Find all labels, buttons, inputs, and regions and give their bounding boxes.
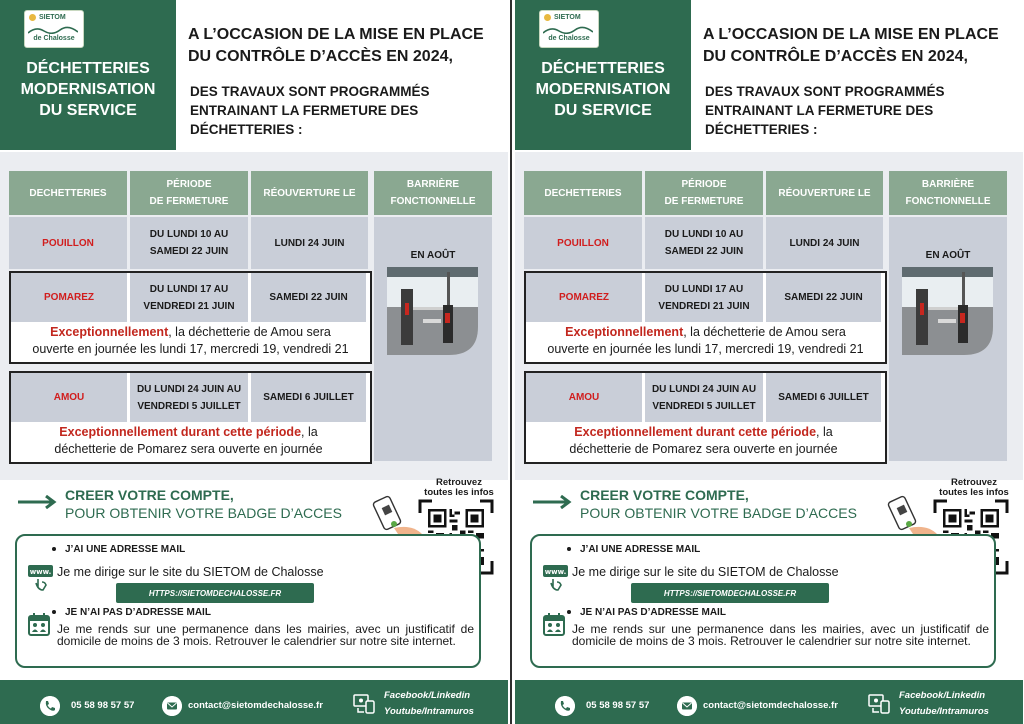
logo-text-bottom: de Chalosse [548,35,590,42]
site-amou: AMOU [11,373,127,422]
qr-caption: Retrouvez toutes les infos [424,477,494,498]
option2-text: Je me rends sur une permanence dans les mairies, avec un justificatif de domicile de moins de 3 mois. Retrouver le calendrier sur notre site internet. [57,622,474,648]
col-header-site: DECHETTERIES [524,171,642,215]
www-click-icon [28,564,53,591]
www-label: www. [29,568,52,576]
option2-title: JE N’AI PAS D’ADRESSE MAIL [65,607,211,618]
period-pomarez: DU LUNDI 17 AU VENDREDI 21 JUIN [645,273,763,322]
qr-caption: Retrouvez toutes les infos [939,477,1009,498]
bullet-icon [567,610,571,614]
reopen-pomarez: SAMEDI 22 JUIN [766,273,881,322]
period-amou: DU LUNDI 24 JUIN AU VENDREDI 5 JUILLET [645,373,763,422]
option-with-email [567,544,700,555]
email-icon [162,696,182,716]
calendar-meeting-icon [543,612,565,636]
option1-title: J’AI UNE ADRESSE MAIL [65,544,186,555]
phone-icon [555,696,575,716]
account-title: CREER VOTRE COMPTE, [65,487,234,503]
amou-note [11,424,366,458]
col-header-period: PÉRIODE DE FERMETURE [645,171,763,215]
website-button[interactable]: HTTPS://SIETOMDECHALOSSE.FR [116,583,314,603]
main-heading: A L’OCCASION DE LA MISE EN PLACE DU CONTRÔLE D’ACCÈS EN 2024, [188,26,484,65]
calendar-meeting-icon [28,612,50,636]
bullet-icon [567,547,571,551]
period-amou: DU LUNDI 24 JUIN AU VENDREDI 5 JUILLET [130,373,248,422]
footer-social[interactable]: Facebook/Linkedin Youtube/Intramuros [899,690,989,717]
pomarez-note [9,324,372,358]
pomarez-note-bold: Exceptionnellement [565,325,684,339]
col-header-site: DECHETTERIES [9,171,127,215]
option-without-email [567,607,726,618]
flyer-left [0,0,508,724]
header-title: DÉCHETTERIES MODERNISATION DU SERVICE [535,60,671,119]
reopen-pouillon: LUNDI 24 JUIN [766,217,883,269]
arrow-right-icon [533,495,573,509]
sub-heading: DES TRAVAUX SONT PROGRAMMÉS ENTRAINANT LA FERMETURE DES DÉCHETTERIES : [705,84,945,137]
header-title-box [0,0,176,150]
option1-text: Je me dirige sur le site du SIETOM de Chalosse [57,565,324,579]
period-pouillon: DU LUNDI 10 AU SAMEDI 22 JUIN [645,217,763,269]
amou-note [526,424,881,458]
logo-text-bottom: de Chalosse [33,35,75,42]
hills-icon [28,26,78,34]
amou-note-text: , la déchetterie de Pomarez sera ouverte en journée [569,425,838,456]
pomarez-note-text: , la déchetterie de Amou sera ouverte en journée les lundi 17, mercredi 19, vendredi 21 [547,325,864,356]
period-pouillon: DU LUNDI 10 AU SAMEDI 22 JUIN [130,217,248,269]
footer-phone[interactable]: 05 58 98 57 57 [71,700,135,711]
pomarez-note-text: , la déchetterie de Amou sera ouverte en journée les lundi 17, mercredi 19, vendredi 21 [32,325,349,356]
col-header-barrier: BARRIÈRE FONCTIONNELLE [889,171,1007,215]
sun-icon [544,14,551,21]
option1-text: Je me dirige sur le site du SIETOM de Chalosse [572,565,839,579]
sub-heading: DES TRAVAUX SONT PROGRAMMÉS ENTRAINANT LA FERMETURE DES DÉCHETTERIES : [190,84,430,137]
col-header-period: PÉRIODE DE FERMETURE [130,171,248,215]
www-click-icon [543,564,568,591]
arrow-right-icon [18,495,58,509]
site-pouillon: POUILLON [524,217,642,269]
bullet-icon [52,547,56,551]
site-pomarez: POMAREZ [526,273,642,322]
option2-title: JE N’AI PAS D’ADRESSE MAIL [580,607,726,618]
hills-icon [543,26,593,34]
footer-phone[interactable]: 05 58 98 57 57 [586,700,650,711]
footer-social[interactable]: Facebook/Linkedin Youtube/Intramuros [384,690,474,717]
sietom-logo [24,10,84,48]
footer-email[interactable]: contact@sietomdechalosse.fr [188,700,323,711]
account-title: CREER VOTRE COMPTE, [580,487,749,503]
amou-note-bold: Exceptionnellement durant cette période [59,425,302,439]
pomarez-note-bold: Exceptionnellement [50,325,169,339]
footer-email[interactable]: contact@sietomdechalosse.fr [703,700,838,711]
logo-text-top: SIETOM [554,14,581,21]
option-with-email [52,544,185,555]
reopen-amou: SAMEDI 6 JUILLET [766,373,881,422]
barrier-value: EN AOÛT [925,250,971,261]
period-pomarez: DU LUNDI 17 AU VENDREDI 21 JUIN [130,273,248,322]
reopen-pomarez: SAMEDI 22 JUIN [251,273,366,322]
phone-icon [40,696,60,716]
col-header-reopen: RÉOUVERTURE LE [766,171,883,215]
barrier-photo [902,267,993,355]
site-pomarez: POMAREZ [11,273,127,322]
website-button[interactable]: HTTPS://SIETOMDECHALOSSE.FR [631,583,829,603]
amou-note-bold: Exceptionnellement durant cette période [574,425,817,439]
col-header-reopen: RÉOUVERTURE LE [251,171,368,215]
social-media-icon [867,692,891,714]
barrier-photo [387,267,478,355]
header-title: DÉCHETTERIES MODERNISATION DU SERVICE [20,60,156,119]
site-pouillon: POUILLON [9,217,127,269]
col-header-barrier: BARRIÈRE FONCTIONNELLE [374,171,492,215]
social-media-icon [352,692,376,714]
barrier-value: EN AOÛT [410,250,456,261]
account-subtitle: POUR OBTENIR VOTRE BADGE D’ACCES [580,505,857,521]
flyer-right [515,0,1023,724]
bullet-icon [52,610,56,614]
reopen-amou: SAMEDI 6 JUILLET [251,373,366,422]
sietom-logo [539,10,599,48]
sun-icon [29,14,36,21]
email-icon [677,696,697,716]
site-amou: AMOU [526,373,642,422]
logo-text-top: SIETOM [39,14,66,21]
header-title-box [515,0,691,150]
option2-text: Je me rends sur une permanence dans les mairies, avec un justificatif de domicile de moins de 3 mois. Retrouver le calendrier sur notre site internet. [572,622,989,648]
www-label: www. [544,568,567,576]
pomarez-note [524,324,887,358]
option1-title: J’AI UNE ADRESSE MAIL [580,544,701,555]
page-divider [510,0,512,724]
account-subtitle: POUR OBTENIR VOTRE BADGE D’ACCES [65,505,342,521]
reopen-pouillon: LUNDI 24 JUIN [251,217,368,269]
amou-note-text: , la déchetterie de Pomarez sera ouverte en journée [54,425,323,456]
option-without-email [52,607,211,618]
main-heading: A L’OCCASION DE LA MISE EN PLACE DU CONTRÔLE D’ACCÈS EN 2024, [703,26,999,65]
